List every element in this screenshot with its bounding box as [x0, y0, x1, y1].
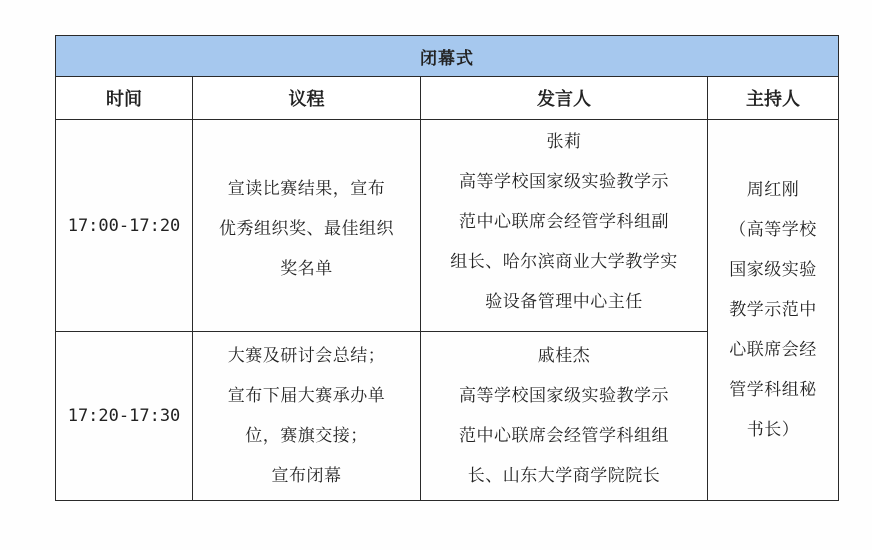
- speaker-name: 张莉: [546, 132, 582, 152]
- table-title: 闭幕式: [56, 36, 839, 77]
- host-title-line: 国家级实验: [729, 260, 817, 280]
- host-title-line: （高等学校: [729, 220, 817, 240]
- agenda-line: 宣布下届大赛承办单: [227, 386, 386, 406]
- table-title-row: [56, 36, 839, 77]
- header-speaker: 发言人: [421, 77, 708, 120]
- host-title-line: 书长）: [746, 420, 800, 440]
- speaker-title-line: 长、山东大学商学院院长: [467, 466, 661, 486]
- speaker-title-line: 高等学校国家级实验教学示: [459, 172, 669, 192]
- speaker-title-line: 验设备管理中心主任: [485, 292, 643, 312]
- agenda-line: 位，赛旗交接；: [245, 426, 368, 446]
- header-host: 主持人: [708, 77, 839, 120]
- speaker-title-line: 范中心联席会经管学科组副: [459, 212, 669, 232]
- agenda-line: 奖名单: [280, 258, 333, 279]
- agenda-line: 优秀组织奖、最佳组织: [219, 218, 394, 239]
- speaker-title-line: 高等学校国家级实验教学示: [459, 386, 669, 406]
- agenda-cell: [193, 120, 421, 332]
- time-cell: 17:20-17:30: [56, 332, 193, 501]
- agenda-line: 大赛及研讨会总结；: [227, 346, 386, 366]
- agenda-cell: [193, 332, 421, 501]
- agenda-line: 宣布闭幕: [271, 466, 342, 486]
- table-row: [56, 120, 839, 332]
- host-title-line: 心联席会经: [729, 340, 817, 360]
- agenda-line: 宣读比赛结果，宣布: [227, 178, 386, 199]
- speaker-title-line: 组长、哈尔滨商业大学教学实: [450, 252, 678, 272]
- speaker-cell: [421, 120, 708, 332]
- header-time: 时间: [56, 77, 193, 120]
- host-cell: [708, 120, 839, 501]
- speaker-cell: [421, 332, 708, 501]
- table-header-row: [56, 77, 839, 120]
- closing-ceremony-table: [55, 35, 839, 501]
- header-agenda: 议程: [193, 77, 421, 120]
- time-cell: 17:00-17:20: [56, 120, 193, 332]
- speaker-name: 戚桂杰: [537, 346, 591, 366]
- speaker-title-line: 范中心联席会经管学科组组: [459, 426, 669, 446]
- host-name: 周红刚: [746, 180, 800, 200]
- host-title-line: 管学科组秘: [729, 380, 817, 400]
- host-title-line: 教学示范中: [729, 300, 817, 320]
